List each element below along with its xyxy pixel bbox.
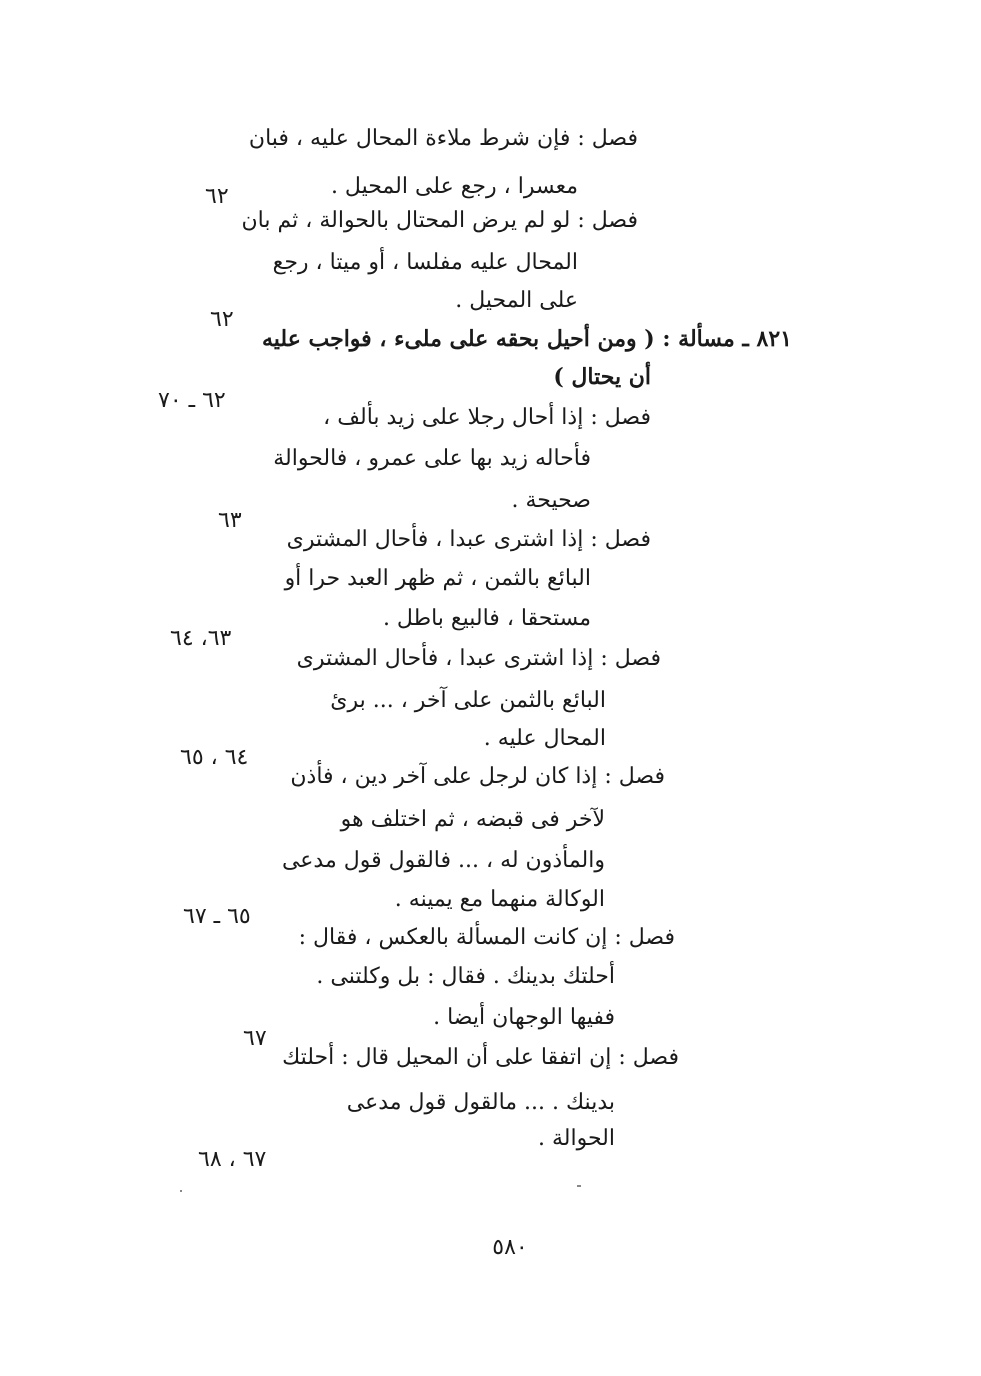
entry-line: فصل : إن اتفقا على أن المحيل قال : أحلتك [282, 1045, 679, 1070]
page-ref: ٦٣ [218, 508, 242, 533]
entry-line: الحوالة . [538, 1126, 615, 1151]
page-ref: ٦٢ [205, 184, 229, 209]
entry-line: لآخر فى قبضه ، ثم اختلف هو [340, 807, 605, 832]
masala-heading: ٨٢١ ـ مسألة : ( ومن أحيل بحقه على ملىء ، فواجب عليه [261, 326, 792, 352]
entry-line: فصل : إن كانت المسألة بالعكس ، فقال : [298, 925, 675, 950]
entry-line: المحال عليه . [483, 726, 606, 751]
entry-line: بدينك . ... مالقول قول مدعى [346, 1090, 615, 1115]
entry-line: ففيها الوجهان أيضا . [433, 1005, 615, 1030]
entry-line: البائع بالثمن ، ثم ظهر العبد حرا أو [284, 566, 591, 591]
entry-line: الوكالة منهما مع يمينه . [394, 887, 605, 912]
entry-line: والمأذون له ، ... فالقول قول مدعى [281, 848, 605, 873]
speck [577, 1185, 581, 1187]
page-ref: ٦٧ [243, 1026, 267, 1051]
page-ref: ٦٣، ٦٤ [170, 626, 232, 651]
entry-line: فصل : إذا اشترى عبدا ، فأحال المشترى [296, 646, 661, 671]
speck [180, 1190, 182, 1192]
entry-line: المحال عليه مفلسا ، أو ميتا ، رجع [272, 250, 578, 275]
entry-line: فأحاله زيد بها على عمرو ، فالحوالة [273, 446, 591, 471]
page-ref: ٦٢ [210, 307, 234, 332]
page-ref: ٦٤ ، ٦٥ [180, 745, 249, 770]
entry-line: فصل : إذا اشترى عبدا ، فأحال المشترى [286, 527, 651, 552]
entry-line: فصل : لو لم يرض المحتال بالحوالة ، ثم بان [241, 208, 638, 233]
page-ref: ٦٥ ـ ٦٧ [183, 904, 251, 929]
masala-heading-continued: أن يحتال ) [553, 364, 651, 390]
entry-line: فصل : إذا كان لرجل على آخر دين ، فأذن [290, 764, 665, 789]
entry-line: فصل : إذا أحال رجلا على زيد بألف ، [323, 405, 651, 430]
page-number: ٥٨٠ [492, 1235, 528, 1260]
entry-line: معسرا ، رجع على المحيل . [330, 174, 578, 199]
page-ref: ٦٧ ، ٦٨ [198, 1147, 267, 1172]
entry-line: على المحيل . [455, 288, 578, 313]
entry-line: البائع بالثمن على آخر ، ... برئ [330, 688, 606, 713]
entry-line: صحيحة . [511, 488, 591, 513]
page-ref: ٦٢ ـ ٧٠ [158, 388, 226, 413]
entry-line: أحلتك بدينك . فقال : بل وكلتنى . [316, 964, 615, 989]
entry-line: مستحقا ، فالبيع باطل . [382, 606, 591, 631]
entry-line: فصل : فإن شرط ملاءة المحال عليه ، فبان [248, 126, 638, 151]
